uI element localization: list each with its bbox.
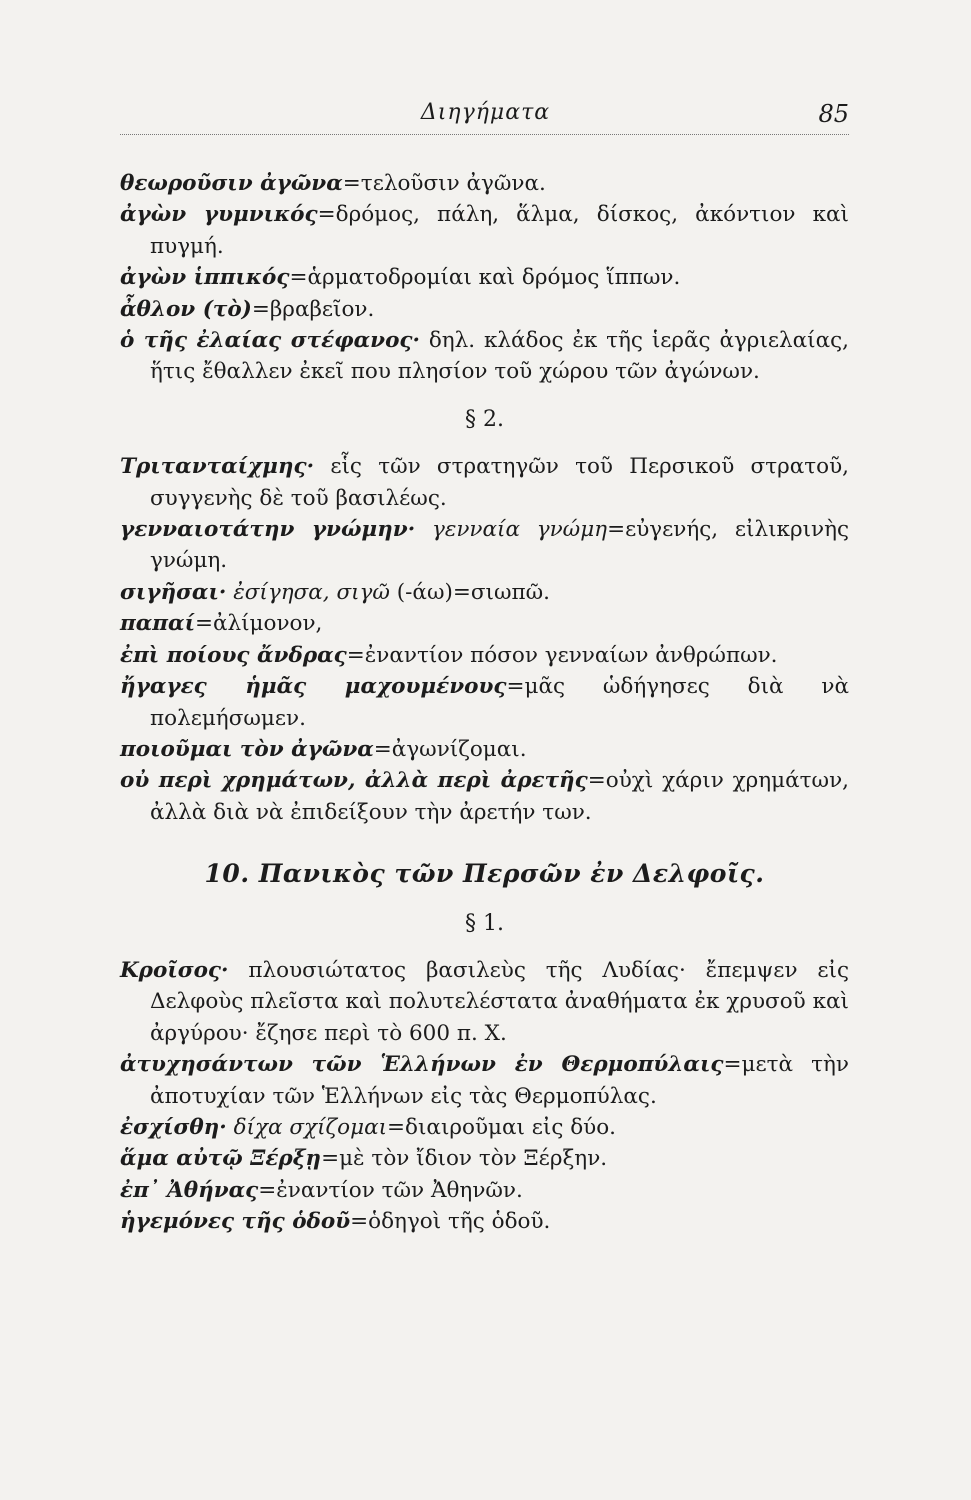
entry-term: παπαί [120, 611, 195, 637]
entry-definition: δηλ. κλάδος ἐκ τῆς ἱερᾶς ἀγριελαίας, ἥτις ἔθαλλεν ἐκεῖ που πλησίον τοῦ χώρου τῶν ἀγώνων. [150, 328, 849, 385]
glossary-block-3 [120, 955, 849, 1238]
entry-definition: =ἀγωνίζομαι. [373, 736, 527, 762]
entry-term: θεωροῦσιν ἀγῶνα [120, 171, 343, 196]
entry-definition: =τελοῦσιν ἀγῶνα. [342, 171, 546, 196]
glossary-entry [120, 608, 849, 639]
entry-gloss: γενναία γνώμη [415, 517, 608, 543]
running-title: Διηγήματα [420, 100, 551, 125]
glossary-entry [120, 577, 849, 608]
entry-term: ἐσχίσθη· [120, 1114, 227, 1140]
glossary-content [120, 168, 849, 1238]
entry-definition: =δρόμος, πάλη, ἅλμα, δίσκος, ἀκόντιον καὶ πυγμή. [150, 202, 849, 259]
entry-definition: =ὁδηγοὶ τῆς ὁδοῦ. [350, 1209, 551, 1235]
glossary-entry [120, 199, 849, 262]
page-header [0, 100, 971, 140]
entry-term: ἀτυχησάντων τῶν Ἑλλήνων ἐν Θερμοπύλαις [120, 1052, 724, 1078]
section-heading-1: § 1. [465, 910, 504, 936]
glossary-entry [120, 262, 849, 293]
glossary-entry [120, 1143, 849, 1174]
entry-definition: =ἀλίμονον, [194, 611, 323, 637]
glossary-entry [120, 168, 849, 199]
entry-term: Τριτανταίχμης· [120, 454, 315, 480]
entry-definition: =εὐγενής, εἰλικρινὴς γνώμη. [150, 517, 850, 574]
entry-term: οὐ περὶ χρημάτων, ἀλλὰ περὶ ἀρετῆς [120, 768, 588, 794]
glossary-entry [120, 1206, 849, 1237]
glossary-entry [120, 514, 849, 577]
glossary-entry [120, 765, 849, 828]
entry-definition: =ἁρματοδρομίαι καὶ δρόμος ἵππων. [289, 265, 681, 291]
entry-definition: =μὲ τὸν ἴδιον τὸν Ξέρξην. [321, 1146, 608, 1172]
entry-term: γενναιοτάτην γνώμην· [120, 517, 416, 543]
entry-term: ποιοῦμαι τὸν ἀγῶνα [120, 736, 374, 762]
glossary-entry [120, 671, 849, 734]
glossary-entry [120, 325, 849, 388]
entry-definition: =μᾶς ὡδήγησες διὰ νὰ πολεμήσωμεν. [150, 674, 849, 731]
entry-definition: =μετὰ τὴν ἀποτυχίαν τῶν Ἑλλήνων εἰς τὰς Θερμοπύλας. [150, 1052, 849, 1109]
glossary-entry [120, 1175, 849, 1206]
entry-gloss: δίχα σχίζομαι [226, 1114, 388, 1140]
entry-definition: =διαιροῦμαι εἰς δύο. [387, 1114, 617, 1140]
glossary-entry [120, 955, 849, 1049]
entry-term: ἐπὶ ποίους ἄνδρας [120, 642, 347, 668]
entry-term: ἐπ᾽ Ἀθήνας [120, 1177, 259, 1203]
entry-term: Κροῖσος· [120, 957, 229, 983]
glossary-entry [120, 451, 849, 514]
entry-definition: εἷς τῶν στρατηγῶν τοῦ Περσικοῦ στρατοῦ, συγγενὴς δὲ τοῦ βασιλέως. [150, 454, 849, 511]
glossary-entry [120, 1112, 849, 1143]
glossary-entry [120, 640, 849, 671]
entry-definition: =βραβεῖον. [251, 296, 375, 322]
section-heading-2: § 2. [465, 406, 504, 432]
entry-term: ἀγὼν γυμνικός [120, 202, 318, 228]
entry-definition: =ἐναντίον πόσον γενναίων ἀνθρώπων. [346, 642, 778, 668]
entry-definition: =ἐναντίον τῶν Ἀθηνῶν. [258, 1177, 523, 1203]
entry-gloss: ἐσίγησα, σιγῶ [226, 579, 390, 605]
entry-term: ἆθλον (τὸ) [120, 296, 252, 322]
chapter-title: 10. Πανικὸς τῶν Περσῶν ἐν Δελφοῖς. [204, 859, 765, 889]
entry-term: ὁ τῆς ἐλαίας στέφανος· [120, 328, 420, 354]
entry-term: ἡγεμόνες τῆς ὁδοῦ [120, 1209, 351, 1235]
entry-term: ἀγὼν ἱππικός [120, 265, 290, 291]
glossary-entry [120, 734, 849, 765]
header-rule [120, 134, 849, 135]
entry-term: ἅμα αὐτῷ Ξέρξῃ [120, 1146, 322, 1172]
entry-term: ἤγαγες ἡμᾶς μαχουμένους [120, 674, 507, 700]
glossary-entry [120, 294, 849, 325]
glossary-block-1 [120, 168, 849, 388]
glossary-entry [120, 1049, 849, 1112]
entry-term: σιγῆσαι· [120, 579, 227, 605]
page-number: 85 [818, 100, 849, 128]
entry-definition: (-άω)=σιωπῶ. [389, 579, 551, 605]
entry-definition: =οὐχὶ χάριν χρημάτων, ἀλλὰ διὰ νὰ ἐπιδείξουν τὴν ἀρετήν των. [150, 768, 849, 825]
entry-definition: πλουσιώτατος βασιλεὺς τῆς Λυδίας· ἔπεμψεν εἰς Δελφοὺς πλεῖστα καὶ πολυτελέστατα ἀναθήματα ἐκ χρυσοῦ καὶ ἀργύρου· ἔζησε περὶ τὸ 600 π. Χ. [150, 957, 849, 1046]
glossary-block-2 [120, 451, 849, 828]
